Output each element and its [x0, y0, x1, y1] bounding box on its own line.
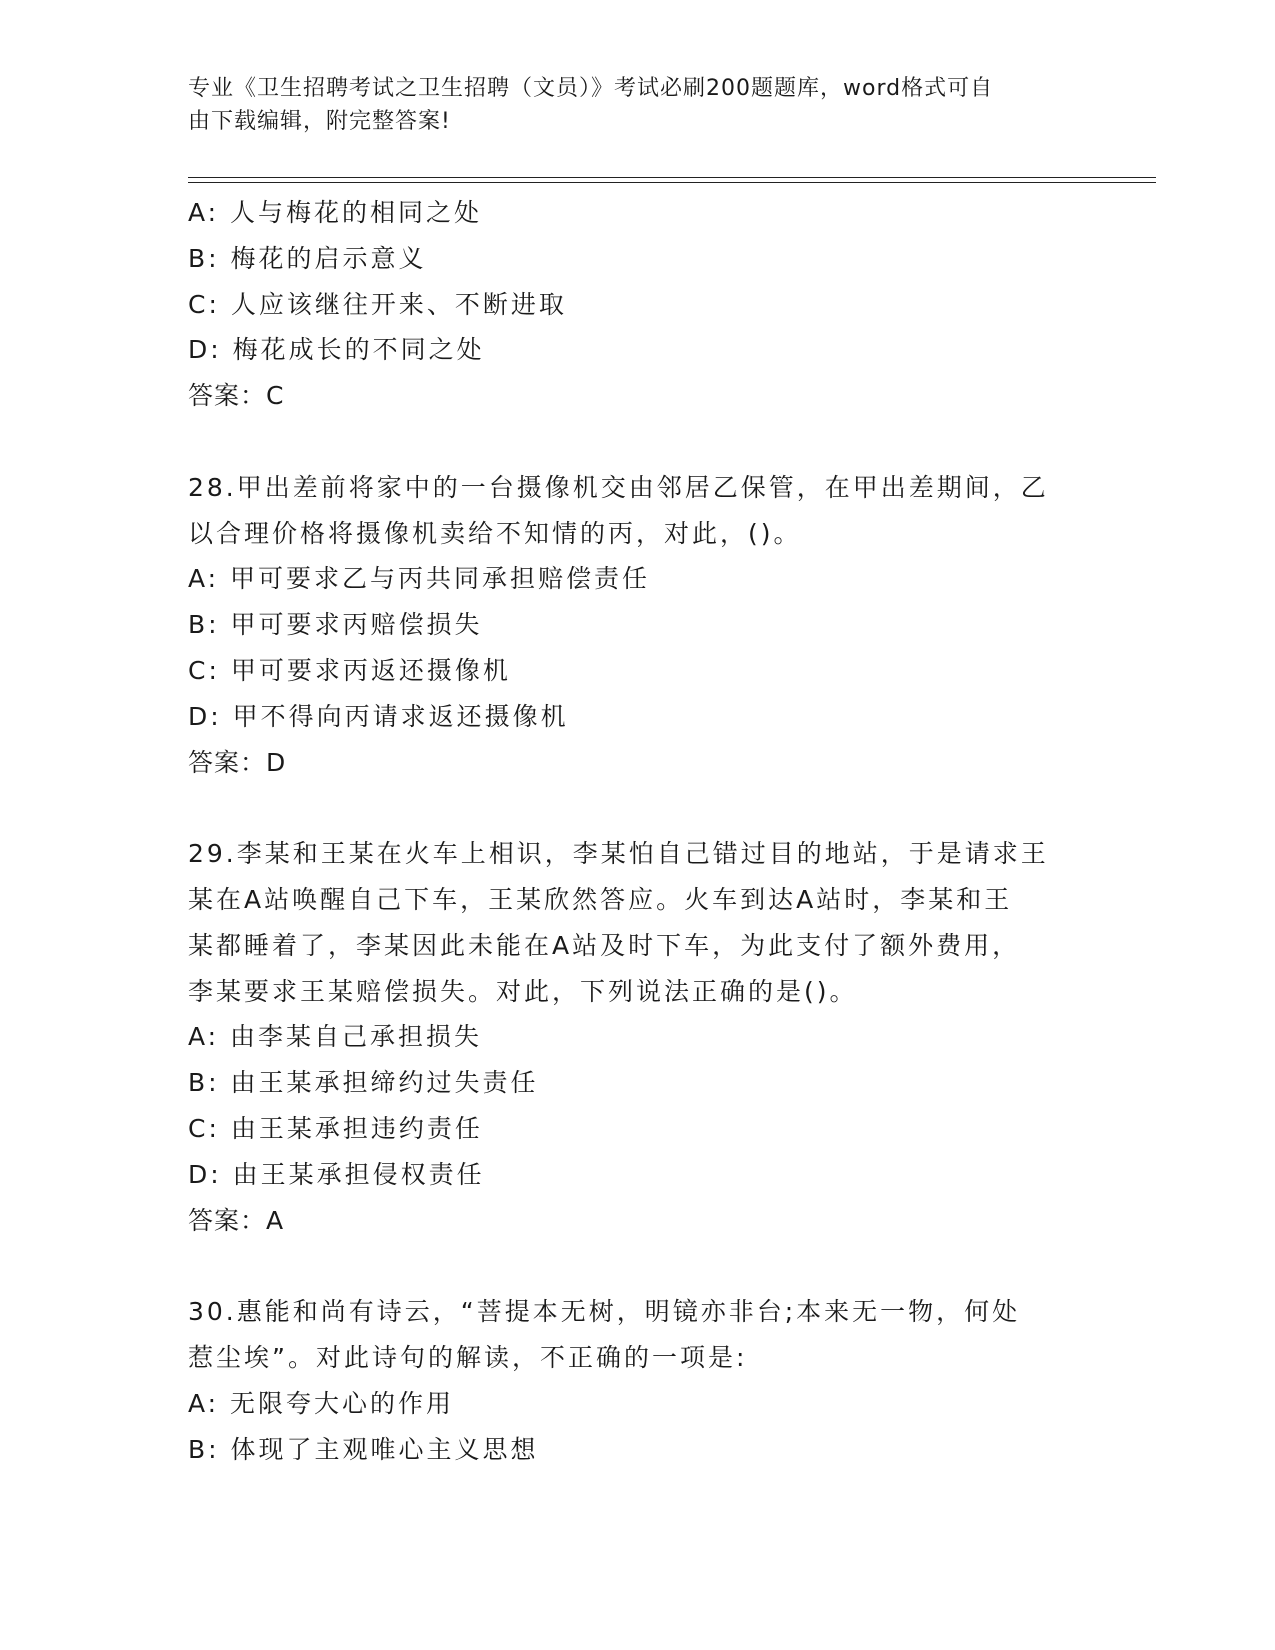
question-text-line: 某都睡着了，李某因此未能在A站及时下车，为此支付了额外费用，: [188, 930, 1021, 960]
question-text-line: 李某要求王某赔偿损失。对此，下列说法正确的是()。: [188, 976, 858, 1006]
option-c: C: 人应该继往开来、不断进取: [188, 289, 567, 319]
spacer: [188, 785, 1088, 831]
document-body: [188, 190, 1088, 1472]
header-divider-top: [188, 177, 1156, 178]
question-text-line: 29.李某和王某在火车上相识，李某怕自己错过目的地站，于是请求王: [188, 839, 1049, 869]
option-c: C: 由王某承担违约责任: [188, 1113, 483, 1143]
option-c: C: 甲可要求丙返还摄像机: [188, 655, 511, 685]
option-a: A: 无限夸大心的作用: [188, 1388, 455, 1418]
question-block-continued: [188, 190, 1088, 419]
question-30: [188, 1289, 1088, 1472]
question-28: [188, 465, 1088, 786]
question-text-line: 28.甲出差前将家中的一台摄像机交由邻居乙保管，在甲出差期间，乙: [188, 472, 1049, 502]
answer-line: 答案：A: [188, 1205, 285, 1235]
header-divider-bottom: [188, 182, 1156, 183]
spacer: [188, 1243, 1088, 1289]
question-29: [188, 831, 1088, 1243]
header-line-2: 由下载编辑，附完整答案!: [188, 109, 451, 134]
option-b: B: 甲可要求丙赔偿损失: [188, 610, 483, 640]
question-text-line: 30.惠能和尚有诗云，“菩提本无树，明镜亦非台;本来无一物，何处: [188, 1297, 1021, 1327]
answer-line: 答案：C: [188, 381, 285, 411]
question-text-line: 以合理价格将摄像机卖给不知情的丙，对此，()。: [188, 518, 802, 548]
option-d: D: 甲不得向丙请求返还摄像机: [188, 701, 569, 731]
option-a: A: 甲可要求乙与丙共同承担赔偿责任: [188, 564, 651, 594]
spacer: [188, 419, 1088, 465]
option-b: B: 由王某承担缔约过失责任: [188, 1068, 539, 1098]
option-d: D: 由王某承担侵权责任: [188, 1159, 485, 1189]
option-a: A: 人与梅花的相同之处: [188, 198, 483, 227]
question-text-line: 某在A站唤醒自己下车，王某欣然答应。火车到达A站时，李某和王: [188, 884, 1013, 914]
document-header: [188, 72, 1068, 138]
option-b: B: 梅花的启示意义: [188, 243, 427, 273]
answer-line: 答案：D: [188, 747, 287, 777]
option-a: A: 由李某自己承担损失: [188, 1022, 483, 1052]
option-b: B: 体现了主观唯心主义思想: [188, 1434, 539, 1464]
header-line-1: 专业《卫生招聘考试之卫生招聘（文员）》考试必刷200题题库，word格式可自: [188, 76, 994, 101]
option-d: D: 梅花成长的不同之处: [188, 335, 485, 365]
question-text-line: 惹尘埃”。对此诗句的解读，不正确的一项是:: [188, 1342, 748, 1372]
